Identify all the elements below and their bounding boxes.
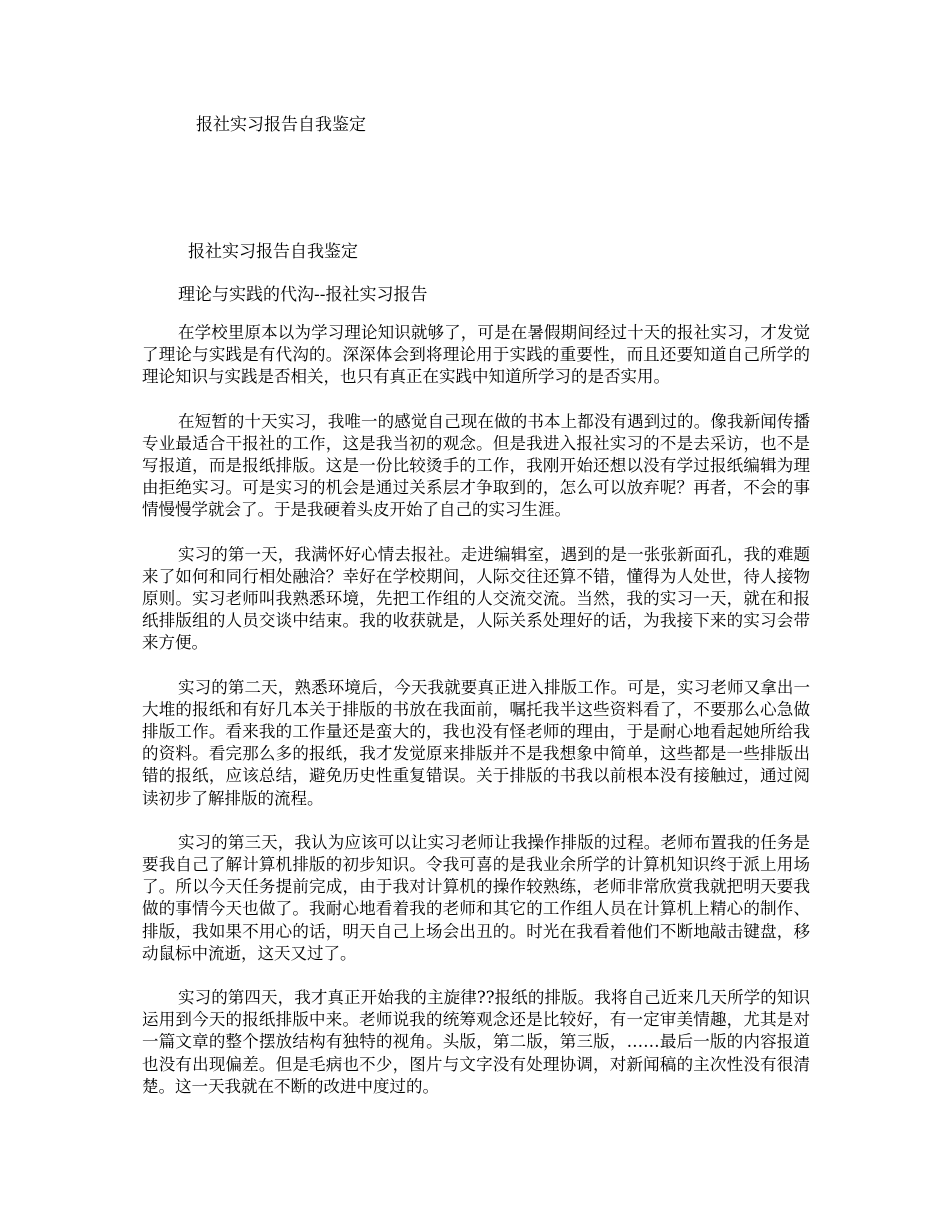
paragraph-intro: 在学校里原本以为学习理论知识就够了，可是在暑假期间经过十天的报社实习，才发觉了理论与实践是有代沟的。深深体会到将理论用于实践的重要性，而且还要知道自己所学的理论知识与实践是否相关，也只有真正在实践中知道所学习的是否实用。 bbox=[142, 323, 810, 387]
paragraph-day-one: 实习的第一天，我满怀好心情去报社。走进编辑室，遇到的是一张张新面孔，我的难题来了如何和同行相处融洽？幸好在学校期间，人际交往还算不错，懂得为人处世，待人接物原则。实习老师叫我熟悉环境，先把工作组的人交流交流。当然，我的实习一天，就在和报纸排版组的人员交谈中结束。我的收获就是，人际关系处理好的话，为我接下来的实习会带来方便。 bbox=[142, 544, 810, 653]
report-subtitle: 理论与实践的代沟--报社实习报告 bbox=[178, 285, 428, 305]
paragraph-day-four: 实习的第四天，我才真正开始我的主旋律??报纸的排版。我将自己近来几天所学的知识运用到今天的报纸排版中来。老师说我的统筹观念还是比较好，有一定审美情趣，尤其是对一篇文章的整个摆放结构有独特的视角。头版，第二版，第三版，……最后一版的内容报道也没有出现偏差。但是毛病也不少，图片与文字没有处理协调，对新闻稿的主次性没有很清楚。这一天我就在不断的改进中度过的。 bbox=[142, 988, 810, 1096]
paragraph-day-two: 实习的第二天，熟悉环境后，今天我就要真正进入排版工作。可是，实习老师又拿出一大堆的报纸和有好几本关于排版的书放在我面前，嘱托我半这些资料看了，不要那么心急做排版工作。看来我的工作量还是蛮大的，我也没有怪老师的理由，于是耐心地看起她所给我的资料。看完那么多的报纸，我才发觉原来排版并不是我想象中简单，这些都是一些排版出错的报纸，应该总结，避免历史性重复错误。关于排版的书我以前根本没有接触过，通过阅读初步了解排版的流程。 bbox=[142, 677, 810, 808]
paragraph-day-three: 实习的第三天，我认为应该可以让实习老师让我操作排版的过程。老师布置我的任务是要我自己了解计算机排版的初步知识。令我可喜的是我业余所学的计算机知识终于派上用场了。所以今天任务提前完成，由于我对计算机的操作较熟练，老师非常欣赏我就把明天要我做的事情今天也做了。我耐心地看着我的老师和其它的工作组人员在计算机上精心的制作、排版，我如果不用心的话，明天自己上场会出丑的。时光在我看着他们不断地敲击键盘，移动鼠标中流逝，这天又过了。 bbox=[142, 832, 810, 963]
document-title: 报社实习报告自我鉴定 bbox=[196, 115, 366, 135]
paragraph-ten-days: 在短暂的十天实习，我唯一的感觉自己现在做的书本上都没有遇到过的。像我新闻传播专业最适合干报社的工作，这是我当初的观念。但是我进入报社实习的不是去采访，也不是写报道，而是报纸排版。这是一份比较烫手的工作，我刚开始还想以没有学过报纸编辑为理由拒绝实习。可是实习的机会是通过关系层才争取到的，怎么可以放弃呢？再者，不会的事情慢慢学就会了。于是我硬着头皮开始了自己的实习生涯。 bbox=[142, 411, 810, 520]
report-title: 报社实习报告自我鉴定 bbox=[188, 242, 358, 262]
report-body bbox=[142, 322, 810, 1120]
